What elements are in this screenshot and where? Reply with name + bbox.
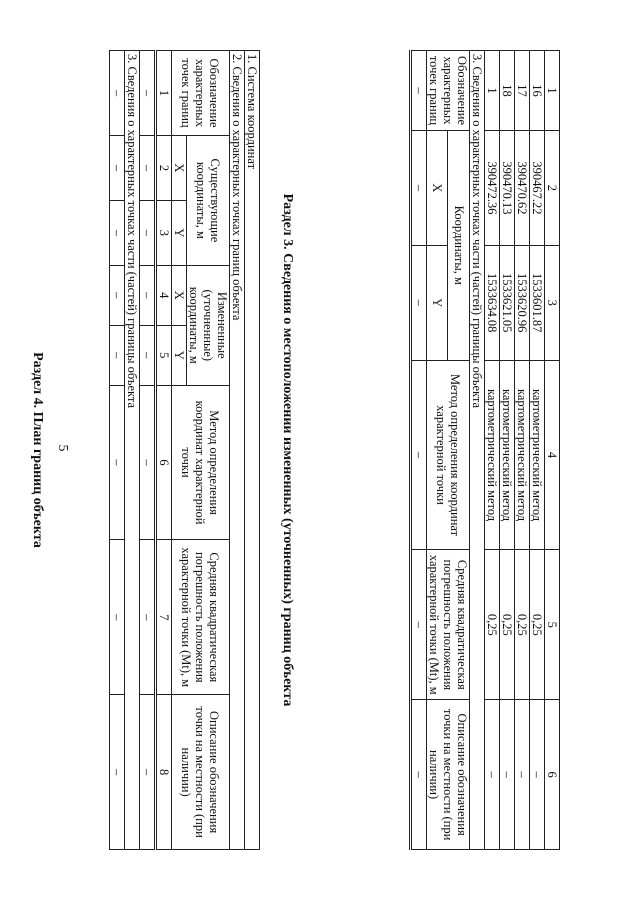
- col-number: 2: [156, 135, 172, 200]
- header-mt: Средняя квадратическая погрешность положения характерной точки (Mt), м: [427, 550, 470, 700]
- header-method: Метод определения координат характерной точки: [172, 385, 230, 540]
- col-number: 7: [156, 540, 172, 695]
- header-x: X: [172, 265, 187, 325]
- coord-x: 390470.62: [515, 130, 530, 245]
- table-row: [245, 51, 260, 850]
- empty-cell: –: [110, 51, 125, 136]
- table-row: [500, 51, 515, 850]
- empty-cell: –: [110, 200, 125, 265]
- col-number: 2: [545, 130, 560, 245]
- empty-cell: –: [110, 265, 125, 325]
- col-number: 8: [156, 695, 172, 850]
- coord-y: 1533621.05: [500, 245, 515, 360]
- table-row: [156, 51, 172, 850]
- empty-cell: –: [110, 540, 125, 695]
- col-number: 6: [545, 700, 560, 850]
- table-row: [515, 51, 530, 850]
- table-section3: [109, 50, 260, 850]
- coord-y: 1533634.08: [485, 245, 500, 360]
- mt-value: 0,25: [500, 550, 515, 700]
- col-number: 5: [156, 325, 172, 385]
- empty-cell: –: [140, 695, 156, 850]
- col-number: 3: [156, 200, 172, 265]
- table-row: [530, 51, 545, 850]
- table-header-row: [187, 51, 230, 850]
- empty-cell: –: [110, 695, 125, 850]
- coordinate-system-row: 1. Система координат: [245, 51, 260, 850]
- col-number: 4: [156, 265, 172, 325]
- coord-x: 390470.13: [500, 130, 515, 245]
- coord-x: 390472.36: [485, 130, 500, 245]
- header-changed-coords: Измененные (уточненные) координаты, м: [187, 265, 230, 385]
- method: картометрический метод: [515, 360, 530, 550]
- col-number: 1: [545, 51, 560, 131]
- point-number: 17: [515, 51, 530, 131]
- header-description: Описание обозначения точки на местности (при наличии): [427, 700, 470, 850]
- table-row: [125, 51, 140, 850]
- section4-heading: Раздел 4. План границ объекта: [30, 352, 45, 548]
- empty-cell: –: [140, 135, 156, 200]
- description: –: [485, 700, 500, 850]
- header-y: Y: [172, 325, 187, 385]
- header-y: Y: [172, 200, 187, 265]
- point-number: 1: [485, 51, 500, 131]
- boundary-points-row: 2. Сведения о характерных точках границ объекта: [230, 51, 245, 850]
- method: картометрический метод: [485, 360, 500, 550]
- table-row: [230, 51, 245, 850]
- method: картометрический метод: [530, 360, 545, 550]
- empty-cell: –: [140, 265, 156, 325]
- empty-cell: –: [110, 325, 125, 385]
- col-number: 4: [545, 360, 560, 550]
- header-designation: Обозначение характерных точек границ: [172, 51, 230, 136]
- table-header-row: [448, 51, 470, 850]
- part-boundary-row: 3. Сведения о характерных точках части (частей) границы объекта: [125, 51, 140, 850]
- col-number: 1: [156, 51, 172, 136]
- point-number: 18: [500, 51, 515, 131]
- section3-title: 3. Сведения о характерных точках части (частей) границы объекта: [470, 51, 485, 850]
- mt-value: 0,25: [515, 550, 530, 700]
- point-number: 16: [530, 51, 545, 131]
- description: –: [515, 700, 530, 850]
- header-description: Описание обозначения точки на местности (при наличии): [172, 695, 230, 850]
- col-number: 6: [156, 385, 172, 540]
- coord-x: 390467.22: [530, 130, 545, 245]
- table-row: [485, 51, 500, 850]
- description: –: [500, 700, 515, 850]
- table-section2-continuation: [409, 50, 560, 850]
- header-method: Метод определения координат характерной точки: [427, 360, 470, 550]
- description: –: [530, 700, 545, 850]
- empty-cell: –: [140, 325, 156, 385]
- empty-cell: –: [140, 540, 156, 695]
- header-designation: Обозначение характерных точек границ: [427, 51, 470, 131]
- empty-cell: –: [411, 51, 427, 131]
- empty-cell: –: [140, 51, 156, 136]
- empty-cell: –: [110, 385, 125, 540]
- header-y: Y: [427, 245, 449, 360]
- empty-cell: –: [140, 200, 156, 265]
- table-row: [110, 51, 125, 850]
- coord-y: 1533620.96: [515, 245, 530, 360]
- method: картометрический метод: [500, 360, 515, 550]
- mt-value: 0,25: [485, 550, 500, 700]
- header-existing-coords: Существующие координаты, м: [187, 135, 230, 265]
- table-row: [140, 51, 156, 850]
- table-row: [545, 51, 560, 850]
- empty-cell: –: [411, 700, 427, 850]
- empty-cell: –: [411, 245, 427, 360]
- header-coordinates: Координаты, м: [448, 130, 470, 360]
- col-number: 5: [545, 550, 560, 700]
- header-mt: Средняя квадратическая погрешность положения характерной точки (Mt), м: [172, 540, 230, 695]
- header-x: X: [172, 135, 187, 200]
- mt-value: 0,25: [530, 550, 545, 700]
- header-x: X: [427, 130, 449, 245]
- page-number: 5: [55, 444, 70, 452]
- table-row: [411, 51, 427, 850]
- coord-y: 1533601.87: [530, 245, 545, 360]
- empty-cell: –: [411, 130, 427, 245]
- table-row: [470, 51, 485, 850]
- col-number: 3: [545, 245, 560, 360]
- section3-heading: Раздел 3. Сведения о местоположении измененных (уточненных) границ объекта: [280, 193, 295, 707]
- empty-cell: –: [411, 550, 427, 700]
- empty-cell: –: [140, 385, 156, 540]
- empty-cell: –: [411, 360, 427, 550]
- empty-cell: –: [110, 135, 125, 200]
